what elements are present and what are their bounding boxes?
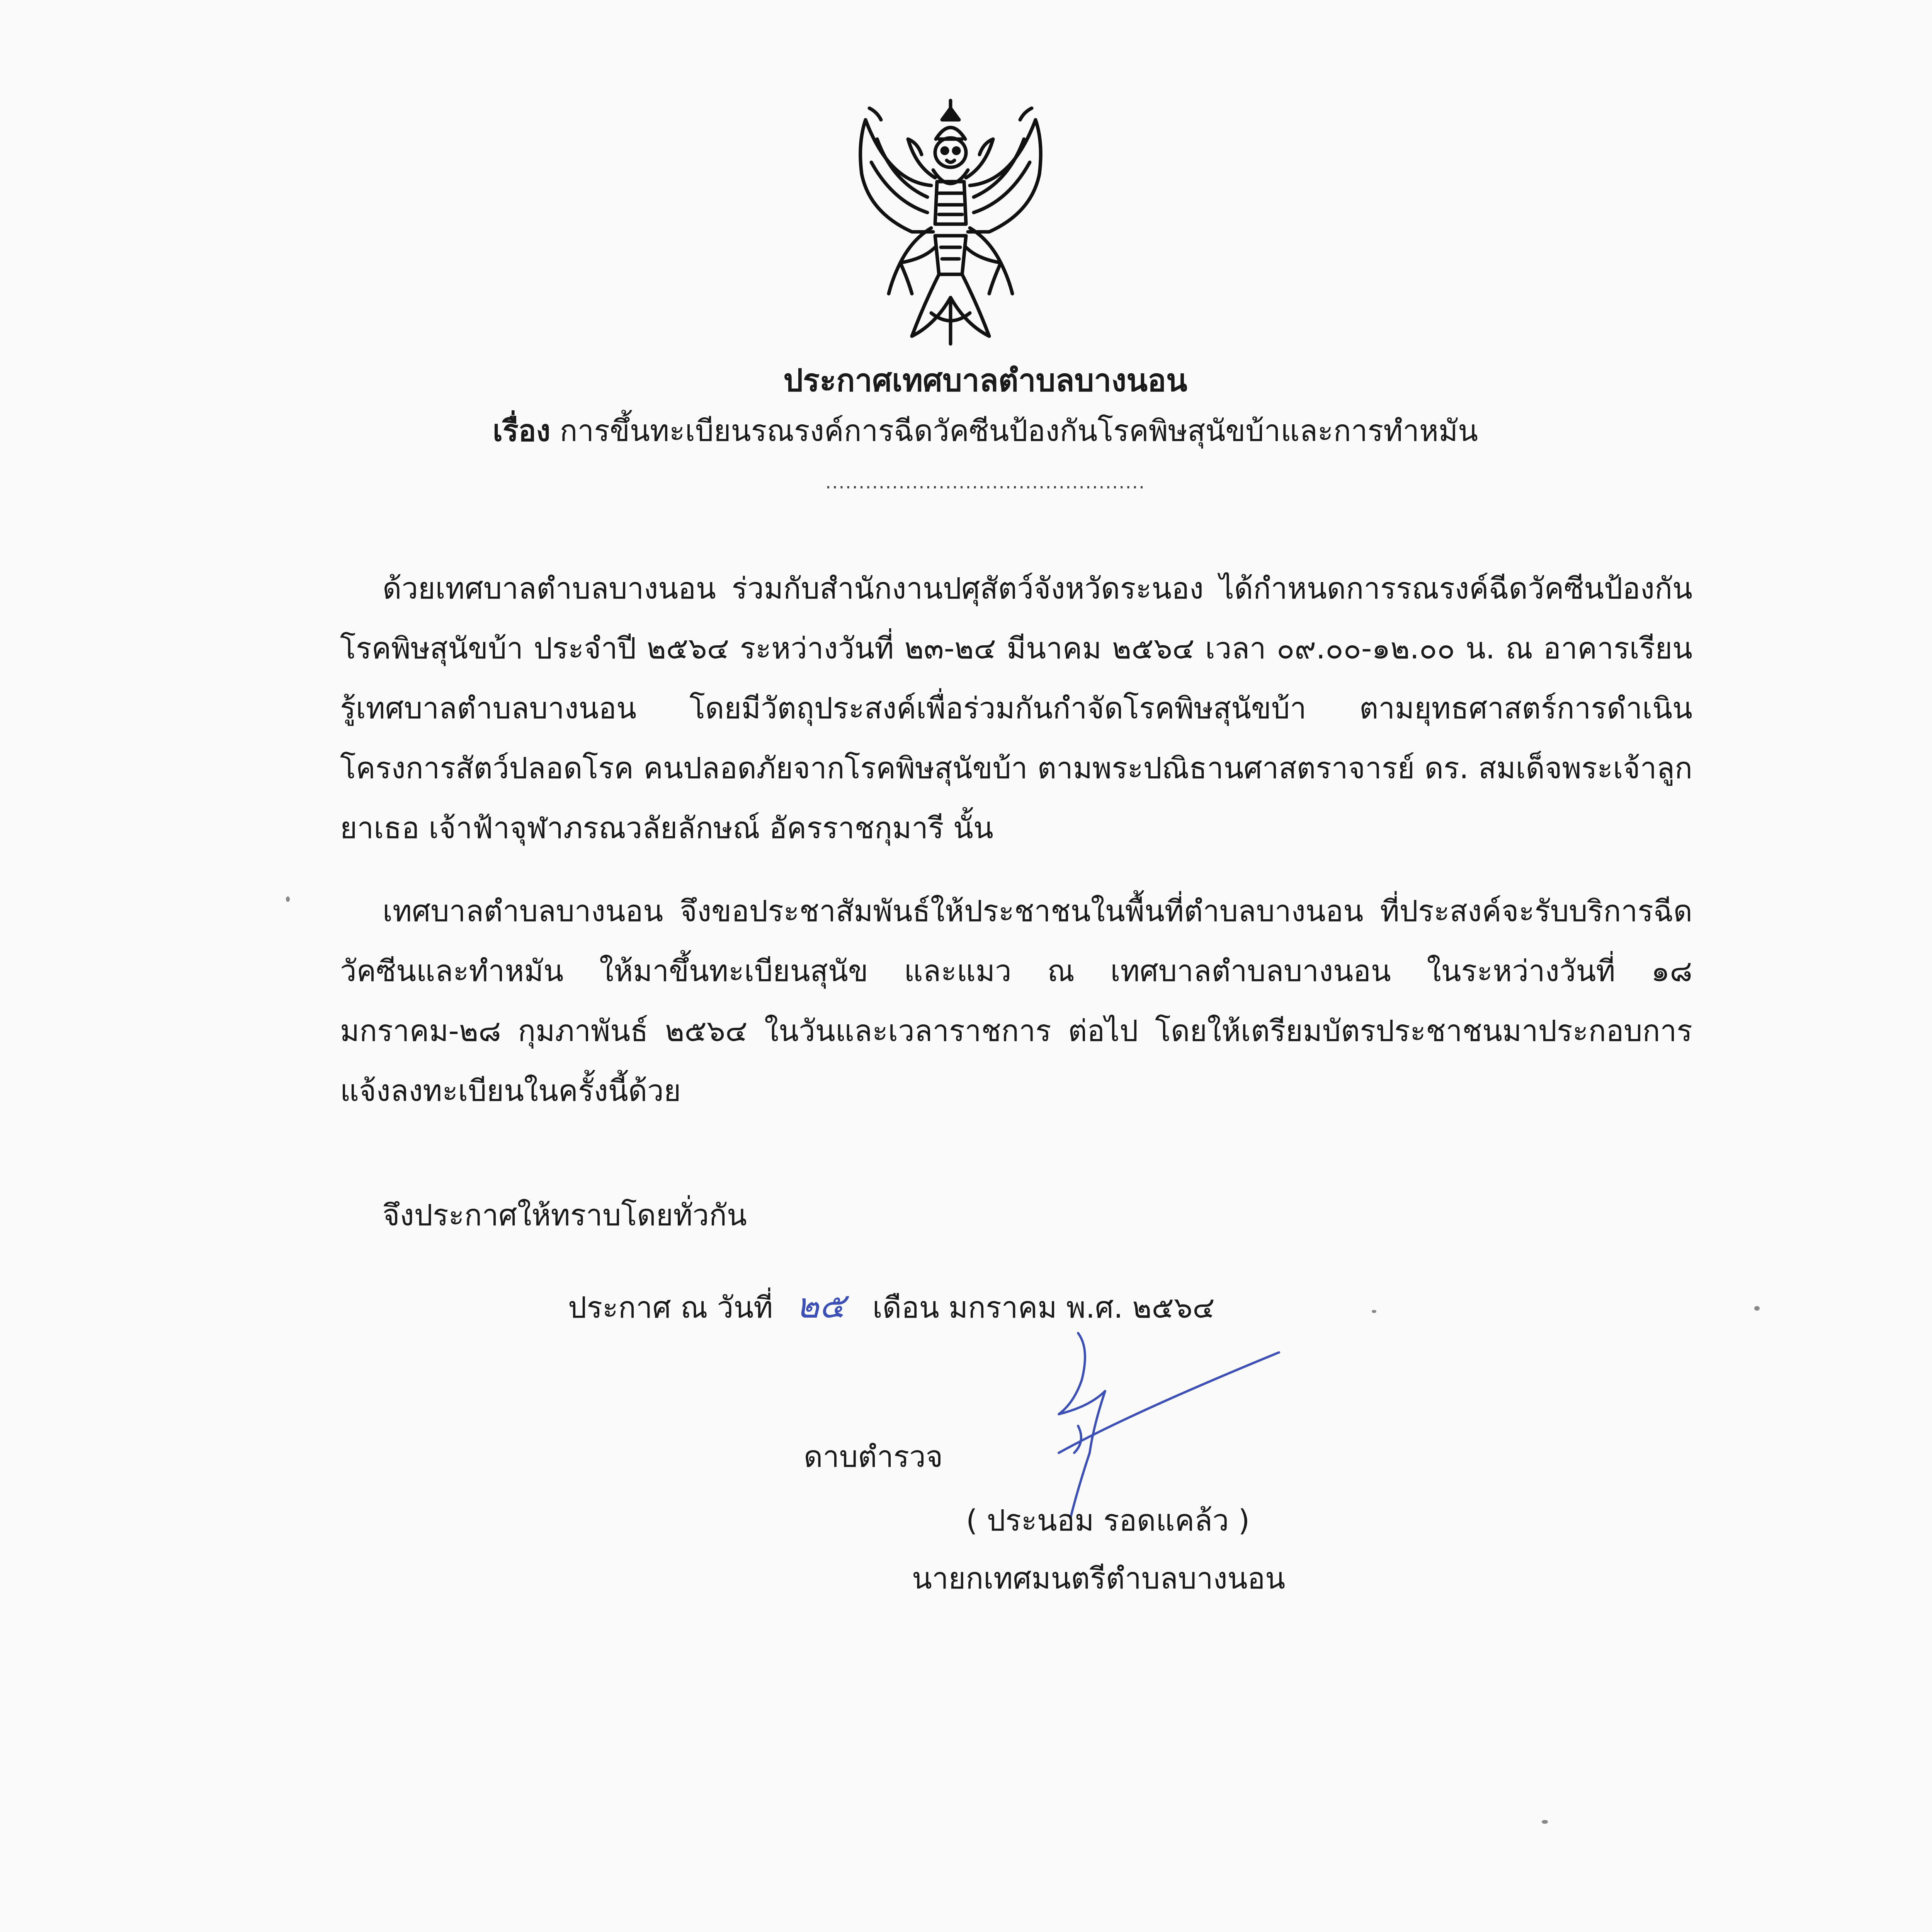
scan-speck bbox=[1542, 1820, 1548, 1824]
handwritten-signature bbox=[1012, 1325, 1291, 1526]
body-paragraph-2 bbox=[340, 881, 1692, 1121]
closing-statement: จึงประกาศให้ทราบโดยทั่วกัน bbox=[383, 1198, 747, 1232]
signer-name: ( ประนอม รอดแคล้ว ) bbox=[966, 1503, 1250, 1537]
date-month-year: เดือน มกราคม พ.ศ. ๒๕๖๔ bbox=[872, 1290, 1215, 1325]
subject-label: เรื่อง bbox=[492, 413, 551, 448]
scan-speck bbox=[286, 896, 290, 902]
paragraph-1-text: ด้วยเทศบาลตำบลบางนอน ร่วมกับสำนักงานปศุสัตว์จังหวัดระนอง ได้กำหนดการรณรงค์ฉีดวัคซีนป้องกันโรคพิษสุนัขบ้า ประจำปี ๒๕๖๔ ระหว่างวันที่ ๒๓-๒๔ มีนาคม ๒๕๖๔ เวลา ๐๙.๐๐-๑๒.๐๐ น. ณ อาคารเรียนรู้เทศบาลตำบลบางนอน โดยมีวัตถุประสงค์เพื่อร่วมกันกำจัดโรคพิษสุนัขบ้า ตามยุทธศาสตร์การดำเนินโครงการสัตว์ปลอดโรค คนปลอดภัยจากโรคพิษสุนัขบ้า ตามพระปณิธานศาสตราจารย์ ดร. สมเด็จพระเจ้าลูกยาเธอ เจ้าฟ้าจุฬาภรณวลัยลักษณ์ อัครราชกุมารี นั้น bbox=[340, 571, 1692, 845]
scan-speck bbox=[1372, 1310, 1376, 1313]
signer-rank: ดาบตำรวจ bbox=[804, 1439, 943, 1474]
announcement-title: ประกาศเทศบาลตำบลบางนอน bbox=[783, 362, 1187, 398]
paragraph-2-text: เทศบาลตำบลบางนอน จึงขอประชาสัมพันธ์ให้ประชาชนในพื้นที่ตำบลบางนอน ที่ประสงค์จะรับบริการฉีดวัคซีนและทำหมัน ให้มาขึ้นทะเบียนสุนัข และแมว ณ เทศบาลตำบลบางนอน ในระหว่างวันที่ ๑๘ มกราคม-๒๘ กุมภาพันธ์ ๒๕๖๔ ในวันและเวลาราชการ ต่อไป โดยให้เตรียมบัตรประชาชนมาประกอบการแจ้งลงทะเบียนในครั้งนี้ด้วย bbox=[340, 894, 1692, 1108]
date-prefix: ประกาศ ณ วันที่ bbox=[568, 1290, 773, 1325]
subject-line bbox=[0, 410, 1932, 452]
announcement-date bbox=[568, 1285, 1215, 1329]
signer-title: นายกเทศมนตรีตำบลบางนอน bbox=[912, 1561, 1286, 1595]
garuda-emblem-icon bbox=[835, 97, 1066, 352]
handwritten-day: ๒๕ bbox=[796, 1286, 845, 1326]
title-divider: ................................................ bbox=[825, 471, 1146, 493]
subject-text: การขึ้นทะเบียนรณรงค์การฉีดวัคซีนป้องกันโรคพิษสุนัขบ้าและการทำหมัน bbox=[560, 413, 1478, 448]
body-paragraph-1 bbox=[340, 558, 1692, 858]
scan-speck bbox=[1754, 1306, 1760, 1311]
